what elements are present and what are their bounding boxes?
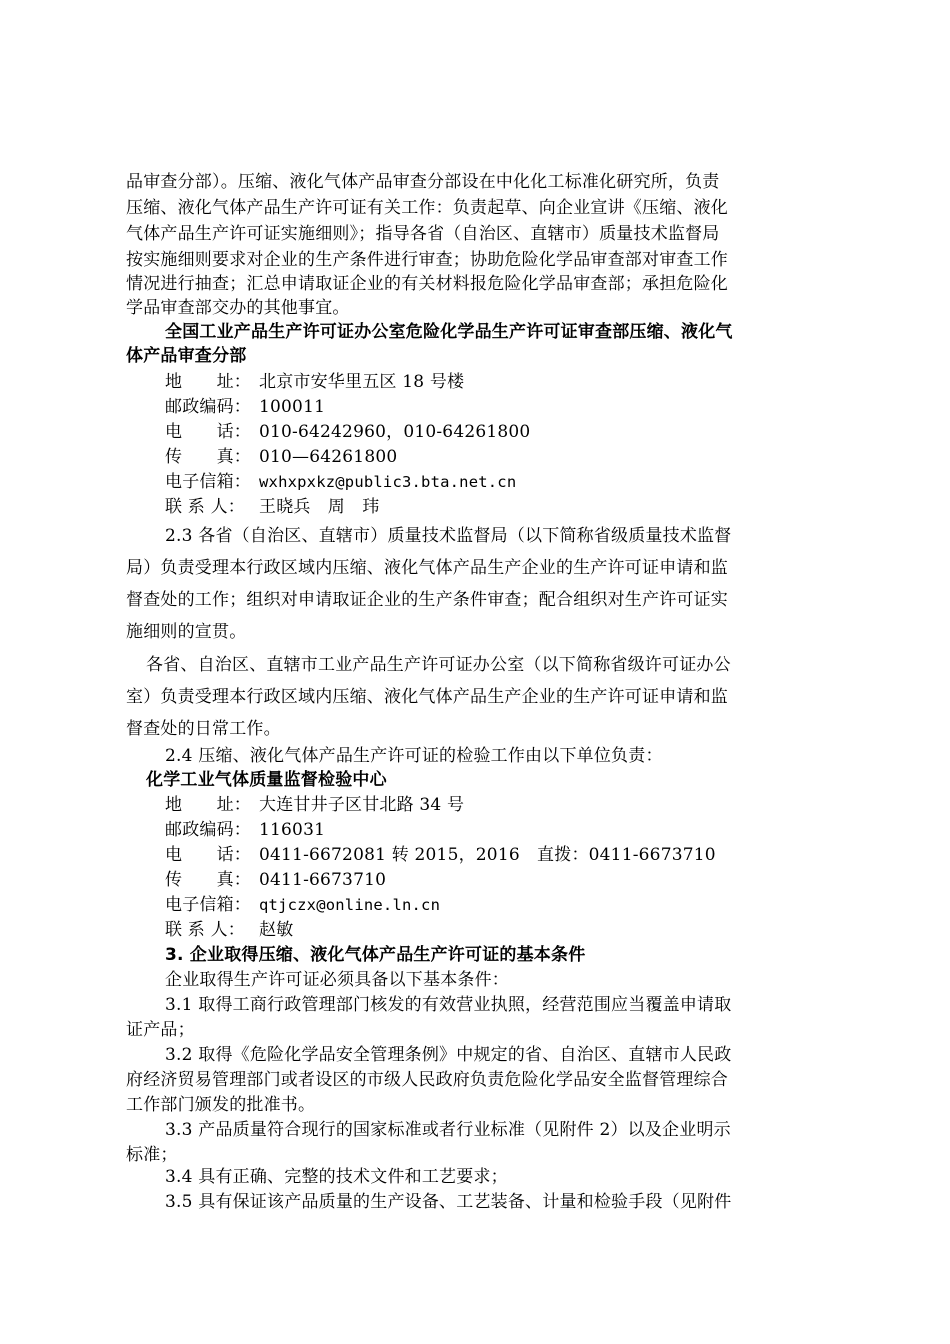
- office1-contact-row: [165, 496, 379, 518]
- office2-phone-row: [165, 844, 716, 866]
- item-3-2-line: 3.2 取得《危险化学品安全管理条例》中规定的省、自治区、直辖市人民政: [165, 1045, 732, 1065]
- office1-phone-row: [165, 421, 530, 443]
- contact-label: 联 系 人：: [165, 497, 246, 517]
- provincial-line: 督查处的日常工作。: [126, 719, 281, 739]
- office2-address-row: [165, 794, 464, 816]
- item-3-1-line: 3.1 取得工商行政管理部门核发的有效营业执照，经营范围应当覆盖申请取: [165, 995, 732, 1015]
- email-label: 电子信箱：: [165, 895, 251, 915]
- section-2-3-line: 督查处的工作；组织对申请取证企业的生产条件审查；配合组织对生产许可证实: [126, 590, 728, 610]
- contact-value: 王晓兵 周 玮: [259, 497, 380, 517]
- office1-fax-row: [165, 446, 397, 468]
- section-3-heading: 3. 企业取得压缩、液化气体产品生产许可证的基本条件: [165, 945, 586, 965]
- email-value: wxhxpxkz@public3.bta.net.cn: [259, 473, 517, 491]
- email-label: 电子信箱：: [165, 472, 251, 492]
- office2-postcode-row: [165, 819, 325, 841]
- section-2-3-line: 施细则的宣贯。: [126, 622, 247, 642]
- item-3-4: 3.4 具有正确、完整的技术文件和工艺要求；: [165, 1167, 508, 1187]
- postcode-label: 邮政编码：: [165, 820, 251, 840]
- office1-postcode-row: [165, 396, 325, 418]
- section-2-4: 2.4 压缩、液化气体产品生产许可证的检验工作由以下单位负责：: [165, 746, 663, 766]
- item-3-1-line: 证产品；: [126, 1020, 195, 1040]
- phone-value: 010-64242960，010-64261800: [259, 422, 531, 442]
- item-3-5: 3.5 具有保证该产品质量的生产设备、工艺装备、计量和检验手段（见附件: [165, 1192, 732, 1212]
- phone-label: 电 话：: [165, 845, 251, 865]
- fax-value: 010—64261800: [259, 447, 398, 467]
- email-value: qtjczx@online.ln.cn: [259, 896, 441, 914]
- item-3-2-line: 工作部门颁发的批准书。: [126, 1095, 316, 1115]
- section-2-3-line: 局）负责受理本行政区域内压缩、液化气体产品生产企业的生产许可证申请和监: [126, 558, 728, 578]
- provincial-line: 各省、自治区、直辖市工业产品生产许可证办公室（以下简称省级许可证办公: [146, 655, 731, 675]
- fax-label: 传 真：: [165, 870, 251, 890]
- office1-title: 体产品审查分部: [126, 346, 247, 366]
- intro-line: 情况进行抽查；汇总申请取证企业的有关材料报危险化学品审查部；承担危险化: [126, 274, 728, 294]
- provincial-line: 室）负责受理本行政区域内压缩、液化气体产品生产企业的生产许可证申请和监: [126, 687, 728, 707]
- postcode-value: 100011: [259, 397, 326, 417]
- intro-line: 品审查分部）。压缩、液化气体产品审查分部设在中化化工标准化研究所，负责: [126, 172, 720, 192]
- office1-address-row: [165, 371, 464, 393]
- section-2-3-line: 2.3 各省（自治区、直辖市）质量技术监督局（以下简称省级质量技术监督: [165, 526, 732, 546]
- office2-contact-row: [165, 919, 293, 941]
- postcode-value: 116031: [259, 820, 326, 840]
- office2-email-row: [165, 894, 440, 916]
- address-label: 地 址：: [165, 372, 251, 392]
- item-3-2-line: 府经济贸易管理部门或者设区的市级人民政府负责危险化学品安全监督管理综合: [126, 1070, 728, 1090]
- office1-email-row: [165, 471, 516, 493]
- fax-label: 传 真：: [165, 447, 251, 467]
- postcode-label: 邮政编码：: [165, 397, 251, 417]
- address-value: 大连甘井子区甘北路 34 号: [259, 795, 465, 815]
- section-3-intro: 企业取得生产许可证必须具备以下基本条件：: [165, 970, 509, 990]
- office2-fax-row: [165, 869, 386, 891]
- fax-value: 0411-6673710: [259, 870, 387, 890]
- address-label: 地 址：: [165, 795, 251, 815]
- phone-label: 电 话：: [165, 422, 251, 442]
- address-value: 北京市安华里五区 18 号楼: [259, 372, 465, 392]
- office2-title: 化学工业气体质量监督检验中心: [146, 770, 387, 790]
- intro-line: 气体产品生产许可证实施细则》；指导各省（自治区、直辖市）质量技术监督局: [126, 224, 720, 244]
- office1-title: 全国工业产品生产许可证办公室危险化学品生产许可证审查部压缩、液化气: [165, 322, 733, 342]
- item-3-3-line: 3.3 产品质量符合现行的国家标准或者行业标准（见附件 2）以及企业明示: [165, 1120, 731, 1140]
- item-3-3-line: 标准；: [126, 1145, 178, 1165]
- contact-label: 联 系 人：: [165, 920, 246, 940]
- phone-value: 0411-6672081 转 2015，2016 直拨：0411-6673710: [259, 845, 716, 865]
- intro-line: 压缩、液化气体产品生产许可证有关工作：负责起草、向企业宣讲《压缩、液化: [126, 198, 728, 218]
- intro-line: 按实施细则要求对企业的生产条件进行审查；协助危险化学品审查部对审查工作: [126, 250, 728, 270]
- intro-line: 学品审查部交办的其他事宜。: [126, 298, 350, 318]
- contact-value: 赵敏: [259, 920, 294, 940]
